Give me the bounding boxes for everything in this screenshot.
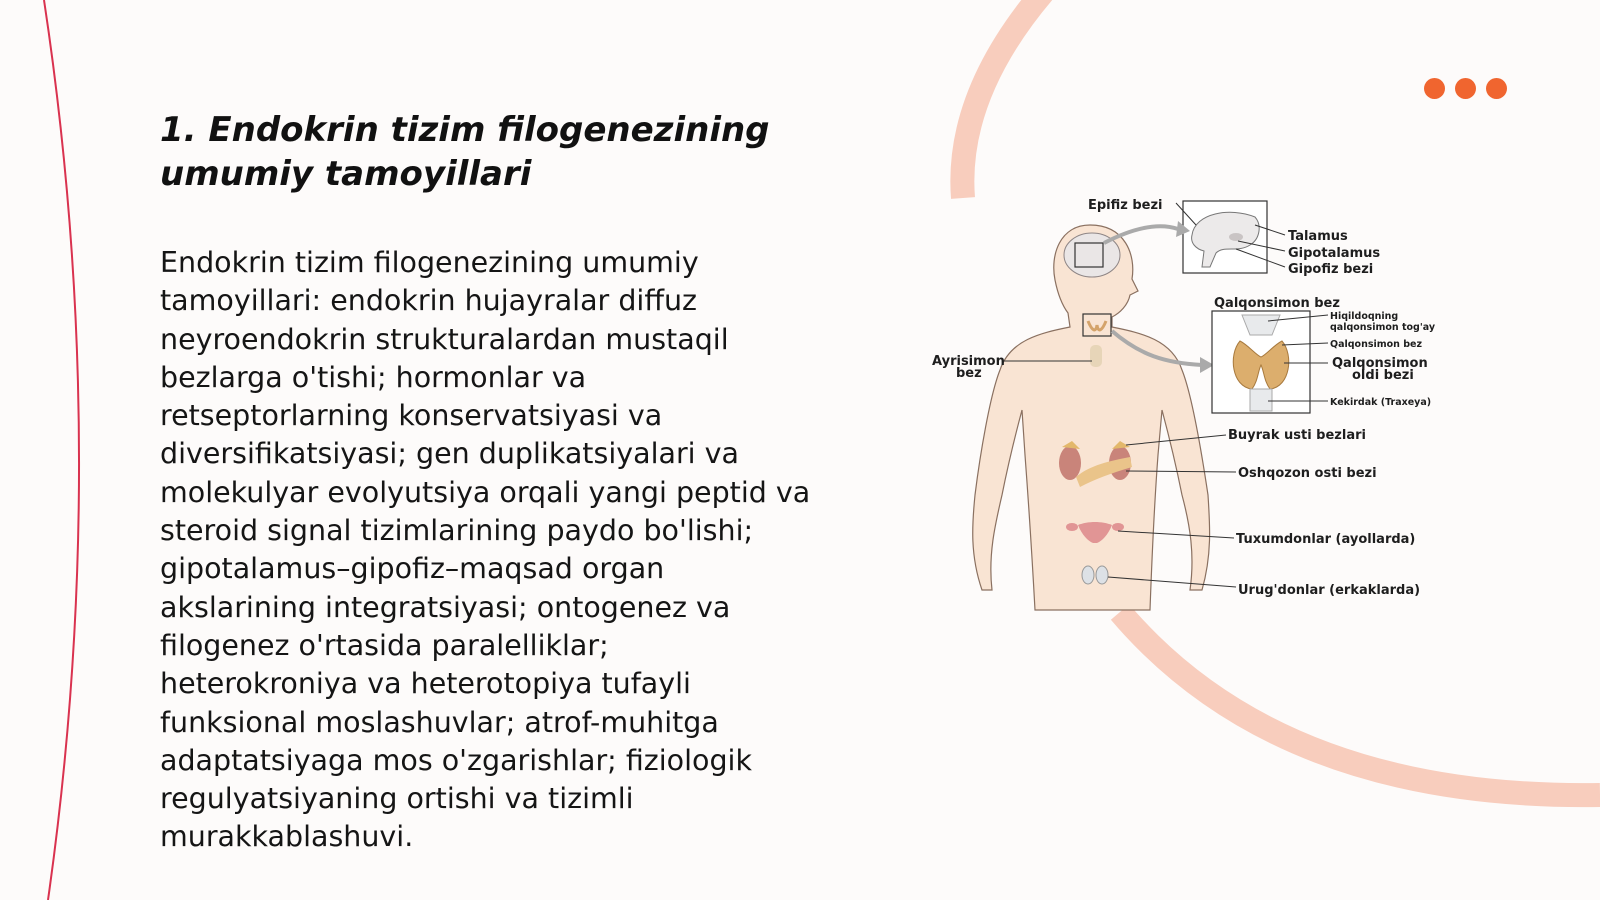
label-hiqildoq-2: qalqonsimon tog'ay [1330,322,1436,333]
label-ayrisimon-2: bez [956,366,982,381]
body-paragraph: Endokrin tizim filogenezining umumiy tamoyillari: endokrin hujayralar diffuz neyroendokrin strukturalardan mustaqil bezlarga o'tishi; hormonlar va retseptorlarning konservatsiyasi va diversifikatsiyasi; gen duplikatsiyalari va molekulyar evolyutsiya orqali yangi peptid va steroid signal tizimlarining paydo bo'lishi; gipotalamus–gipofiz–maqsad organ akslarining integratsiyasi; ontogenez va filogenez o'rtasida paralelliklar; heterokroniya va heterotopiya tufayli funksional moslashuvlar; atrof-muhitga adaptatsiyaga mos o'zgarishlar; fiziologik regulyatsiyaning ortishi va tizimli murakkablashuvi. [160,246,811,854]
trachea-shape [1250,389,1272,411]
label-kekirdak: Kekirdak (Traxeya) [1330,397,1432,408]
label-qalqonsimon-oldi-1: Qalqonsimon [1332,356,1428,371]
decor-ring-arc-bottom [1120,612,1600,795]
label-tuxumdon: Tuxumdonlar (ayollarda) [1236,532,1416,547]
label-epifiz: Epifiz bezi [1088,198,1163,213]
label-qalqonsimon-oldi-2: oldi bezi [1352,368,1414,383]
label-talamus: Talamus [1288,229,1348,244]
dot-icon [1455,78,1476,99]
menu-dots-icon [1424,78,1507,99]
ovary-left [1066,523,1078,531]
human-body-silhouette [973,225,1210,610]
slide-title [160,108,860,196]
thalamus-shape [1229,233,1243,241]
label-gipofiz: Gipofiz bezi [1288,262,1374,277]
title-line-1: 1. Endokrin tizim filogenezining [160,110,770,150]
left-accent-curve [44,0,79,900]
label-qalqonsimon-small: Qalqonsimon bez [1330,339,1423,350]
decor-ring-arc-top [962,0,1045,198]
label-qalqonsimon-title: Qalqonsimon bez [1214,296,1340,311]
label-ayrisimon-1: Ayrisimon [932,354,1005,369]
label-buyrak: Buyrak usti bezlari [1228,428,1366,443]
testis-right [1096,566,1108,584]
label-oshqozon: Oshqozon osti bezi [1238,466,1377,481]
label-gipotalamus: Gipotalamus [1288,246,1381,261]
title-line-2: umumiy tamoyillari [160,154,532,194]
kidney-left [1059,446,1081,480]
label-hiqildoq-1: Hiqildoqning [1330,311,1399,322]
label-urugdon: Urug'donlar (erkaklarda) [1238,583,1421,598]
thymus-shape [1090,345,1102,367]
dot-icon [1424,78,1445,99]
endocrine-system-diagram [932,195,1460,625]
testis-left [1082,566,1094,584]
ovary-right [1112,523,1124,531]
dot-icon [1486,78,1507,99]
